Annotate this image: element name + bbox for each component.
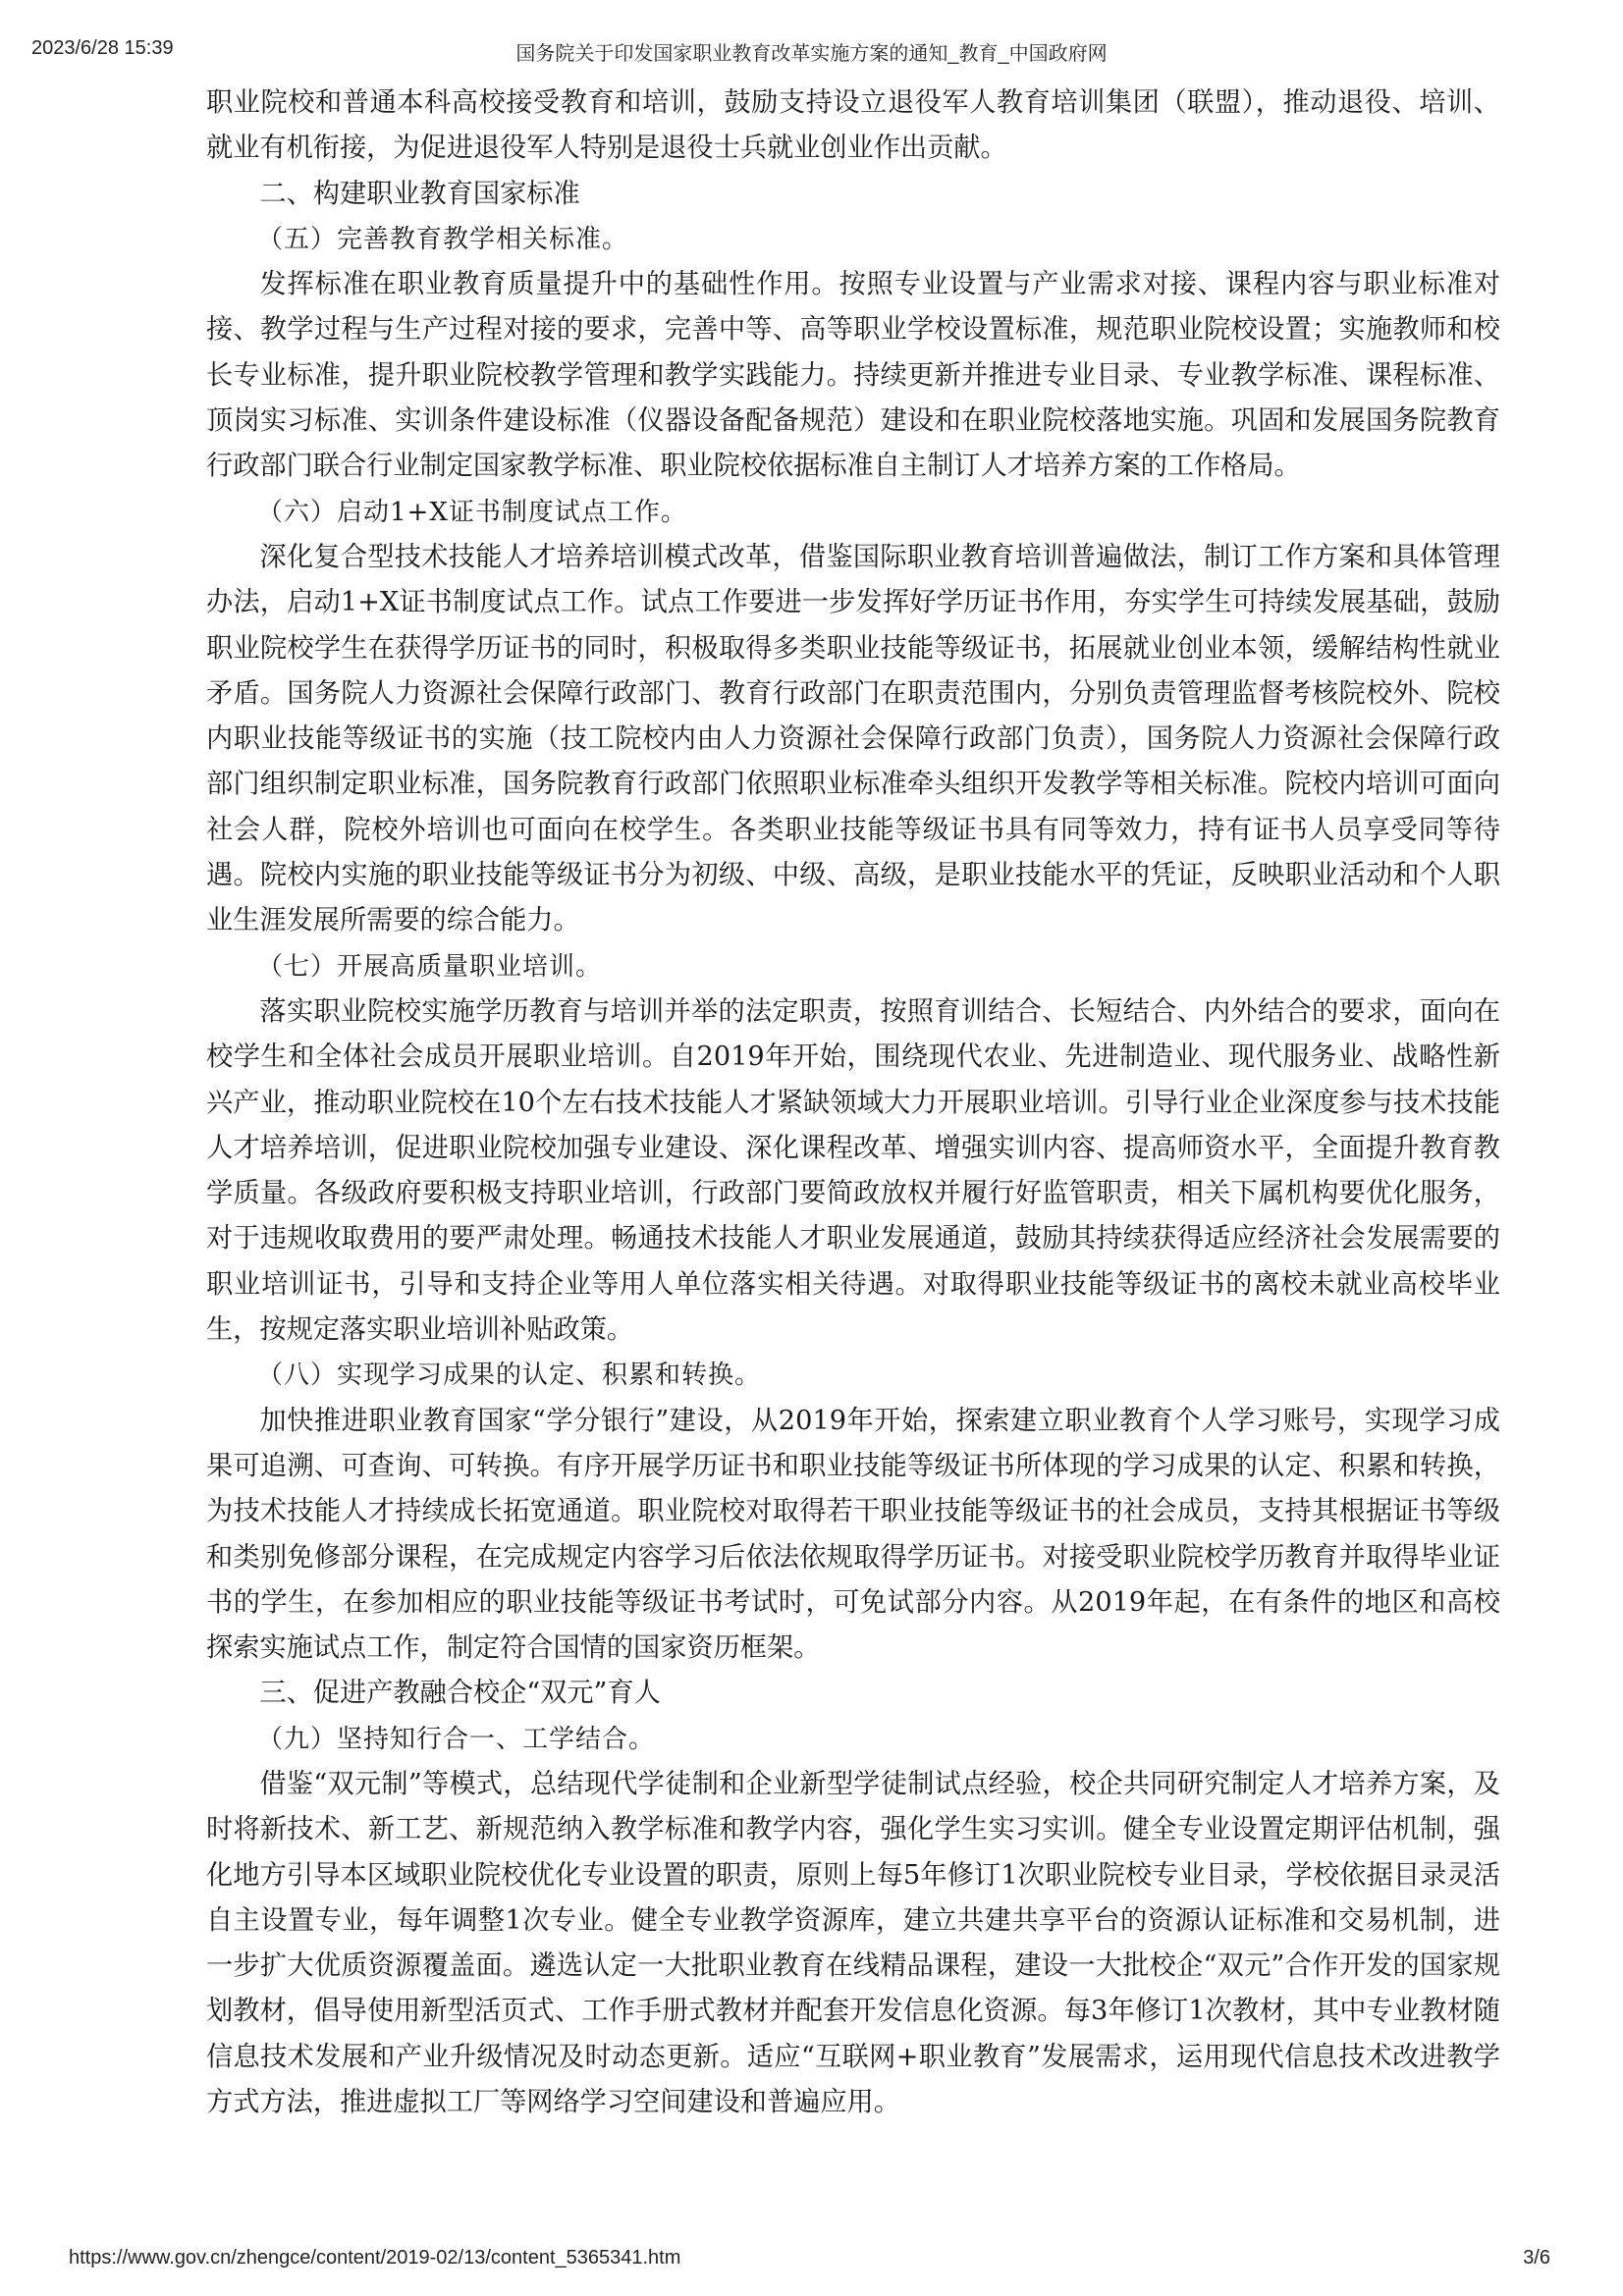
- page-title: 国务院关于印发国家职业教育改革实施方案的通知_教育_中国政府网: [515, 43, 1108, 65]
- subsection-heading: （五）完善教育教学相关标准。: [257, 224, 629, 254]
- section-heading: 二、构建职业教育国家标准: [259, 178, 580, 209]
- paragraph: 借鉴“双元制”等模式，总结现代学徒制和企业新型学徒制试点经验，校企共同研究制定人才培养方案，及时将新技术、新工艺、新规范纳入教学标准和教学内容，强化学生实习实训。健全专业设置定期评估机制，强化地方引导本区域职业院校优化专业设置的职责，原则上每5年修订1次职业院校专业目录，学校依据目录灵活自主设置专业，每年调整1次专业。健全专业教学资源库，建立共建共享平台的资源认证标准和交易机制，进一步扩大优质资源覆盖面。遴选认定一大批职业教育在线精品课程，建设一大批校企“双元”合作开发的国家规划教材，倡导使用新型活页式、工作手册式教材并配套开发信息化资源。每3年修订1次教材，其中专业教材随信息技术发展和产业升级情况及时动态更新。适应“互联网+职业教育”发展需求，运用现代信息技术改进教学方式方法，推进虚拟工厂等网络学习空间建设和普遍应用。: [206, 1768, 1500, 2118]
- subsection-heading: （七）开展高质量职业培训。: [257, 951, 603, 982]
- section-heading: 三、促进产教融合校企“双元”育人: [259, 1678, 661, 1709]
- subsection-heading: （八）实现学习成果的认定、积累和转换。: [257, 1361, 762, 1391]
- paragraph: 发挥标准在职业教育质量提升中的基础性作用。按照专业设置与产业需求对接、课程内容与职业标准对接、教学过程与生产过程对接的要求，完善中等、高等职业学校设置标准，规范职业院校设置；实施教师和校长专业标准，提升职业院校教学管理和教学实践能力。持续更新并推进专业目录、专业教学标准、课程标准、顶岗实习标准、实训条件建设标准（仪器设备配备规范）建设和在职业院校落地实施。巩固和发展国务院教育行政部门联合行业制定国家教学标准、职业院校依据标准自主制订人才培养方案的工作格局。: [206, 269, 1500, 482]
- subsection-heading: （九）坚持知行合一、工学结合。: [257, 1724, 656, 1754]
- print-datetime: 2023/6/28 15:39: [31, 37, 174, 59]
- page-number: 3/6: [1523, 2247, 1550, 2269]
- subsection-heading: （六）启动1+X证书制度试点工作。: [257, 497, 687, 527]
- paragraph: 加快推进职业教育国家“学分银行”建设，从2019年开始，探索建立职业教育个人学习账号，实现学习成果可追溯、可查询、可转换。有序开展学历证书和职业技能等级证书所体现的学习成果的认定、积累和转换，为技术技能人才持续成长拓宽通道。职业院校对取得若干职业技能等级证书的社会成员，支持其根据证书等级和类别免修部分课程，在完成规定内容学习后依法依规取得学历证书。对接受职业院校学历教育并取得毕业证书的学生，在参加相应的职业技能等级证书考试时，可免试部分内容。从2019年起，在有条件的地区和高校探索实施试点工作，制定符合国情的国家资历框架。: [206, 1405, 1500, 1664]
- document-body: [206, 80, 1500, 2125]
- page-url: https://www.gov.cn/zhengce/content/2019-02/13/content_5365341.htm: [69, 2247, 681, 2269]
- paragraph: 职业院校和普通本科高校接受教育和培训，鼓励支持设立退役军人教育培训集团（联盟），推动退役、培训、就业有机衔接，为促进退役军人特别是退役士兵就业创业作出贡献。: [206, 87, 1500, 164]
- paragraph: 落实职业院校实施学历教育与培训并举的法定职责，按照育训结合、长短结合、内外结合的要求，面向在校学生和全体社会成员开展职业培训。自2019年开始，围绕现代农业、先进制造业、现代服务业、战略性新兴产业，推动职业院校在10个左右技术技能人才紧缺领域大力开展职业培训。引导行业企业深度参与技术技能人才培养培训，促进职业院校加强专业建设、深化课程改革、增强实训内容、提高师资水平，全面提升教育教学质量。各级政府要积极支持职业培训，行政部门要简政放权并履行好监管职责，相关下属机构要优化服务，对于违规收取费用的要严肃处理。畅通技术技能人才职业发展通道，鼓励其持续获得适应经济社会发展需要的职业培训证书，引导和支持企业等用人单位落实相关待遇。对取得职业技能等级证书的离校未就业高校毕业生，按规定落实职业培训补贴政策。: [206, 995, 1500, 1346]
- paragraph: 深化复合型技术技能人才培养培训模式改革，借鉴国际职业教育培训普遍做法，制订工作方案和具体管理办法，启动1+X证书制度试点工作。试点工作要进一步发挥好学历证书作用，夯实学生可持续发展基础，鼓励职业院校学生在获得学历证书的同时，积极取得多类职业技能等级证书，拓展就业创业本领，缓解结构性就业矛盾。国务院人力资源社会保障行政部门、教育行政部门在职责范围内，分别负责管理监督考核院校外、院校内职业技能等级证书的实施（技工院校内由人力资源社会保障行政部门负责），国务院人力资源社会保障行政部门组织制定职业标准，国务院教育行政部门依照职业标准牵头组织开发教学等相关标准。院校内培训可面向社会人群，院校外培训也可面向在校学生。各类职业技能等级证书具有同等效力，持有证书人员享受同等待遇。院校内实施的职业技能等级证书分为初级、中级、高级，是职业技能水平的凭证，反映职业活动和个人职业生涯发展所需要的综合能力。: [206, 541, 1500, 936]
